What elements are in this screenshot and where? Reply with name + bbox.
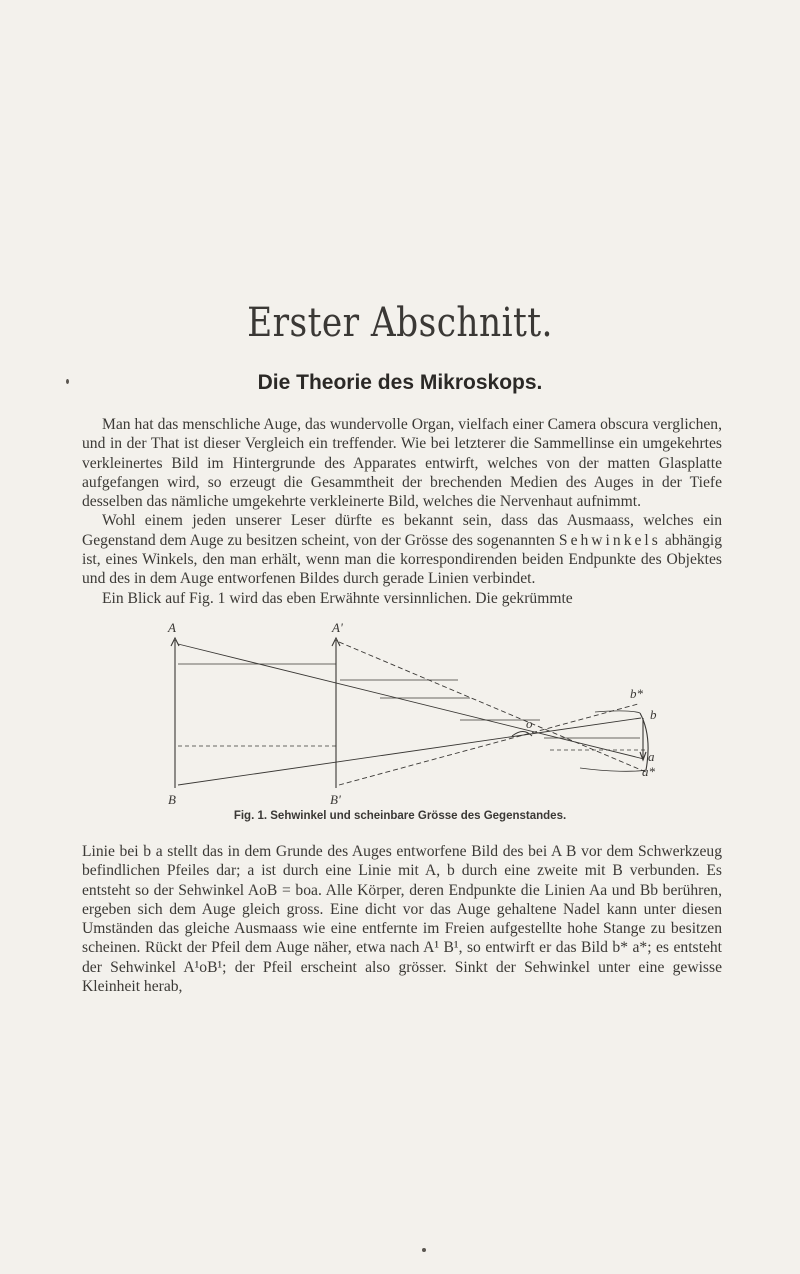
figure-1: [140, 618, 660, 828]
ray-B1-b-star: [339, 704, 638, 785]
chapter-title: Die Theorie des Mikroskops.: [257, 371, 543, 394]
label-A: A: [168, 620, 176, 635]
label-B-prime: B': [330, 792, 341, 807]
retina-curve: [640, 713, 648, 770]
ray-A1-a-star: [339, 642, 646, 772]
paragraph: [82, 511, 722, 588]
section-title: Erster Abschnitt.: [247, 300, 553, 346]
label-a-star: a*: [642, 764, 655, 779]
label-b-star: b*: [630, 686, 643, 701]
label-A-prime: A': [332, 620, 343, 635]
paragraph: Ein Blick auf Fig. 1 wird das eben Erwähnte versinnlichen. Die gekrümmte: [102, 589, 573, 607]
eye-outline: [580, 768, 646, 771]
label-B: B: [168, 792, 176, 807]
emphasized-term: Sehwinkels: [558, 531, 661, 549]
ray-B-b: [178, 718, 641, 785]
label-o: o: [526, 716, 533, 731]
paragraph: Man hat das menschliche Auge, das wundervolle Organ, vielfach einer Camera obscura verglichen, und in der That ist dieser Vergleich ein treffender. Wie bei letzterer die Sammellinse ein umgekehrtes verkleinertes Bild im Hintergrunde des Apparates entwirft, welches von der matten Glasplatte aufgefangen wird, so erzeugt die Gesammtheit der brechenden Medien des Auges in der Tiefe desselben das nämliche umgekehrte verkleinerte Bild, welches die Nervenhaut aufnimmt.: [82, 416, 722, 511]
ray-A-a: [178, 644, 644, 759]
scan-speck: [422, 1248, 426, 1252]
figure-caption: Fig. 1. Sehwinkel und scheinbare Grösse des Gegenstandes.: [233, 810, 567, 822]
body-text-top: [82, 415, 722, 608]
body-text-bottom: [82, 842, 722, 996]
paragraph: Linie bei b a stellt das in dem Grunde des Auges entworfene Bild des bei A B vor dem Schwerkzeug befindlichen Pfeiles dar; a ist durch eine Linie mit A, b durch eine zweite mit B verbunden. Es entsteht so der Sehwinkel AoB = boa. Alle Körper, deren Endpunkte die Linien Aa und Bb berühren, ergeben sich dem Auge gleich gross. Eine dicht vor das Auge gehaltene Nadel kann unter diesen Umständen das gleiche Ausmaass wie eine entfernte im Freien aufgestellte hohe Stange zu besitzen scheinen. Rückt der Pfeil dem Auge näher, etwa nach A¹ B¹, so entwirft er das Bild b* a*; es entsteht der Sehwinkel A¹oB¹; der Pfeil erscheint also grösser. Sinkt der Sehwinkel unter eine gewisse Kleinheit herab,: [82, 843, 722, 996]
label-b: b: [650, 707, 657, 722]
eye-outline: [595, 711, 640, 713]
paragraph-text: abhängig ist, eines Winkels, den man erhält, wenn man die korrespondirenden beiden Endpunkte des Objektes und des in dem Auge entworfenen Bildes durch gerade Linien verbindet.: [82, 531, 722, 588]
visual-angle-diagram: [140, 618, 660, 808]
label-a: a: [648, 749, 655, 764]
paragraph-text: Wohl einem jeden unserer Leser dürfte es bekannt sein, dass das Ausmaass, welches ein Gegenstand dem Auge zu besitzen scheint, von der Grösse des sogenannten: [82, 512, 722, 549]
